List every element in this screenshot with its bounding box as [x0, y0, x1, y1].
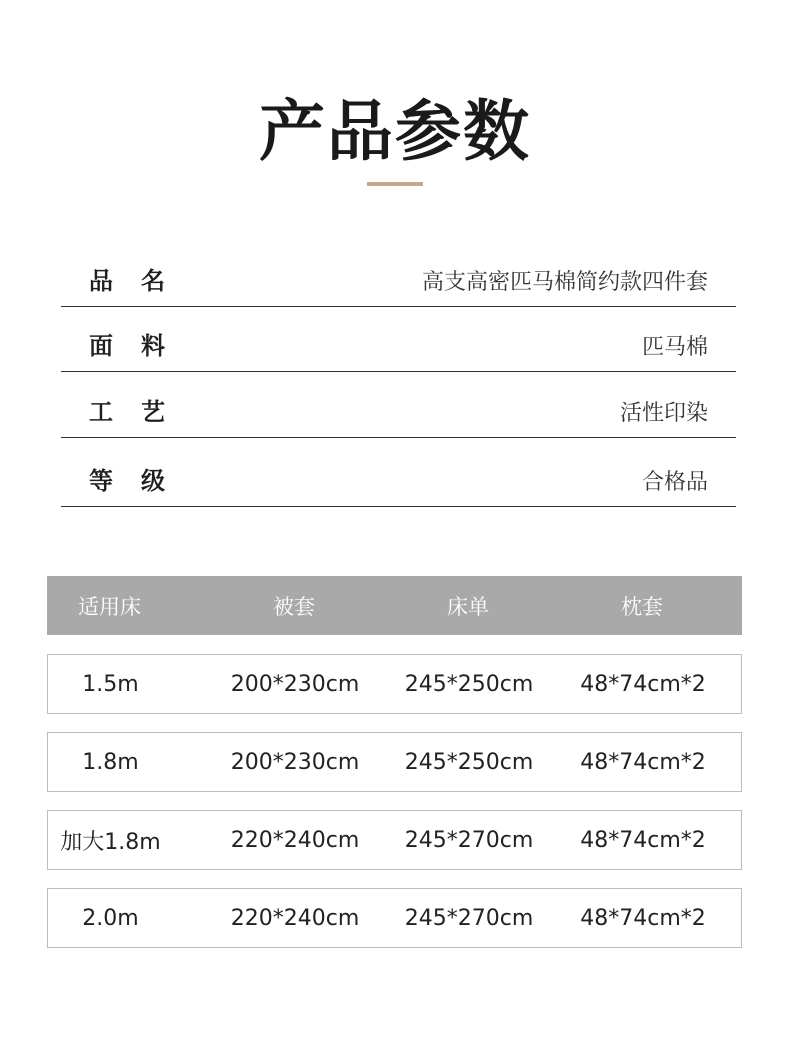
cell-pillowcase: 48*74cm*2	[580, 905, 706, 931]
page-title: 产品参数	[259, 93, 531, 170]
spec-value: 匹马棉	[641, 335, 708, 360]
cell-bed-sheet: 245*250cm	[404, 671, 534, 697]
spec-row-grade	[61, 444, 736, 507]
table-row	[47, 732, 742, 792]
cell-duvet-cover: 220*240cm	[230, 827, 360, 853]
cell-pillowcase: 48*74cm*2	[580, 749, 706, 775]
cell-pillowcase: 48*74cm*2	[580, 827, 706, 853]
cell-duvet-cover: 200*230cm	[230, 749, 360, 775]
cell-bed-sheet: 245*250cm	[404, 749, 534, 775]
header-pillowcase: 枕套	[621, 594, 663, 619]
cell-duvet-cover: 220*240cm	[230, 905, 360, 931]
spec-value: 合格品	[641, 470, 708, 495]
cell-bed-size: 加大1.8m	[60, 829, 161, 855]
spec-value: 活性印染	[619, 401, 708, 426]
table-row	[47, 654, 742, 714]
cell-pillowcase: 48*74cm*2	[580, 671, 706, 697]
cell-bed-size: 2.0m	[82, 905, 139, 931]
cell-bed-sheet: 245*270cm	[404, 827, 534, 853]
spec-value: 高支高密匹马棉简约款四件套	[421, 270, 708, 295]
cell-bed-size: 1.8m	[82, 749, 139, 775]
title-underline-accent	[367, 182, 423, 186]
header-bed-size: 适用床	[78, 594, 141, 619]
cell-bed-size: 1.5m	[82, 671, 139, 697]
cell-bed-sheet: 245*270cm	[404, 905, 534, 931]
header-bed-sheet: 床单	[447, 594, 489, 619]
spec-label: 品 名	[89, 267, 167, 295]
spec-label: 工 艺	[89, 398, 167, 426]
table-row	[47, 810, 742, 870]
spec-row-name	[61, 244, 736, 307]
spec-row-material	[61, 309, 736, 372]
spec-row-process	[61, 375, 736, 438]
spec-label: 面 料	[89, 332, 167, 360]
spec-label: 等 级	[89, 467, 167, 495]
header-duvet-cover: 被套	[273, 594, 315, 619]
cell-duvet-cover: 200*230cm	[230, 671, 360, 697]
table-row	[47, 888, 742, 948]
size-table-header	[47, 576, 742, 635]
